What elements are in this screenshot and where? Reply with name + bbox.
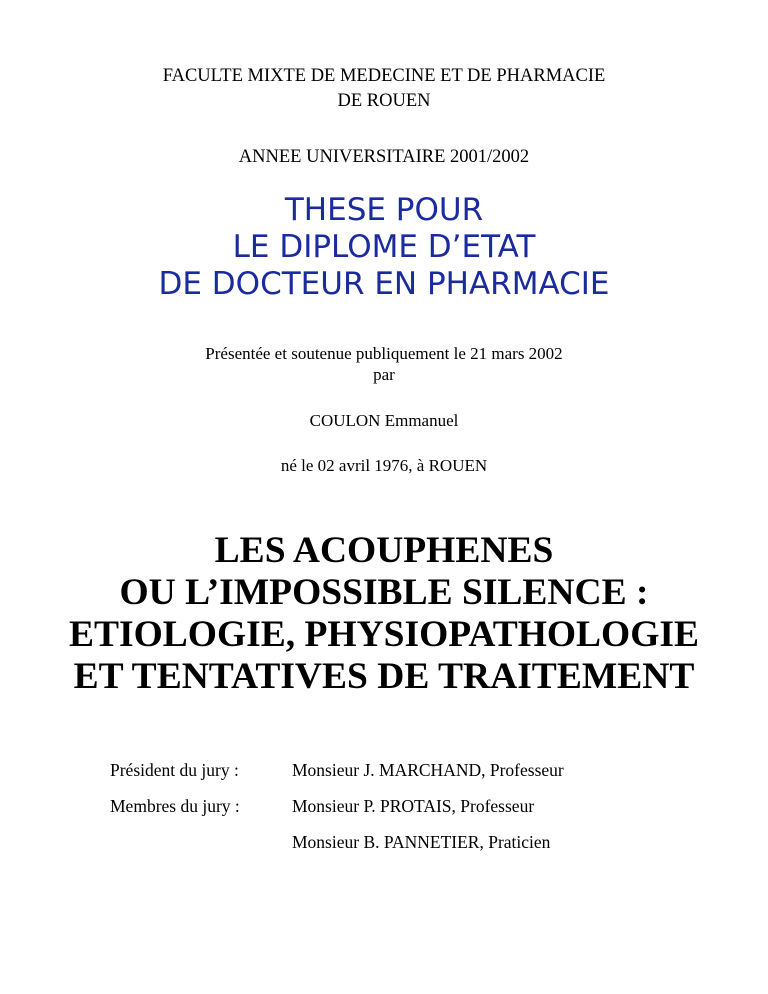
degree-line1: THESE POUR [284, 192, 484, 228]
jury-member-name: Monsieur B. PANNETIER, Praticien [292, 832, 551, 852]
thesis-title-line2: OU L’IMPOSSIBLE SILENCE : [119, 572, 649, 613]
degree-line2: LE DIPLOME D’ETAT [232, 229, 536, 265]
degree-heading [0, 192, 768, 303]
author-birth: né le 02 avril 1976, à ROUEN [280, 456, 488, 475]
academic-year: ANNEE UNIVERSITAIRE 2001/2002 [238, 147, 530, 167]
thesis-title [0, 530, 768, 698]
members-label: Membres du jury : [110, 796, 240, 816]
faculty-name-line2: DE ROUEN [337, 91, 431, 111]
president-label: Président du jury : [110, 760, 239, 780]
faculty-name-line1: FACULTE MIXTE DE MEDECINE ET DE PHARMACIE [162, 66, 606, 86]
jury-member-name: Monsieur P. PROTAIS, Professeur [292, 796, 535, 816]
presentation-line2: par [373, 365, 395, 384]
jury-president-name: Monsieur J. MARCHAND, Professeur [292, 760, 564, 780]
faculty-heading [0, 64, 768, 114]
thesis-title-line4: ET TENTATIVES DE TRAITEMENT [73, 656, 695, 697]
degree-line3: DE DOCTEUR EN PHARMACIE [158, 266, 610, 302]
author-name: COULON Emmanuel [309, 411, 459, 430]
presentation-statement [0, 343, 768, 385]
presentation-line1: Présentée et soutenue publiquement le 21 mars 2002 [205, 344, 563, 363]
thesis-title-line3: ETIOLOGIE, PHYSIOPATHOLOGIE [69, 614, 699, 655]
thesis-title-line1: LES ACOUPHENES [214, 530, 554, 571]
